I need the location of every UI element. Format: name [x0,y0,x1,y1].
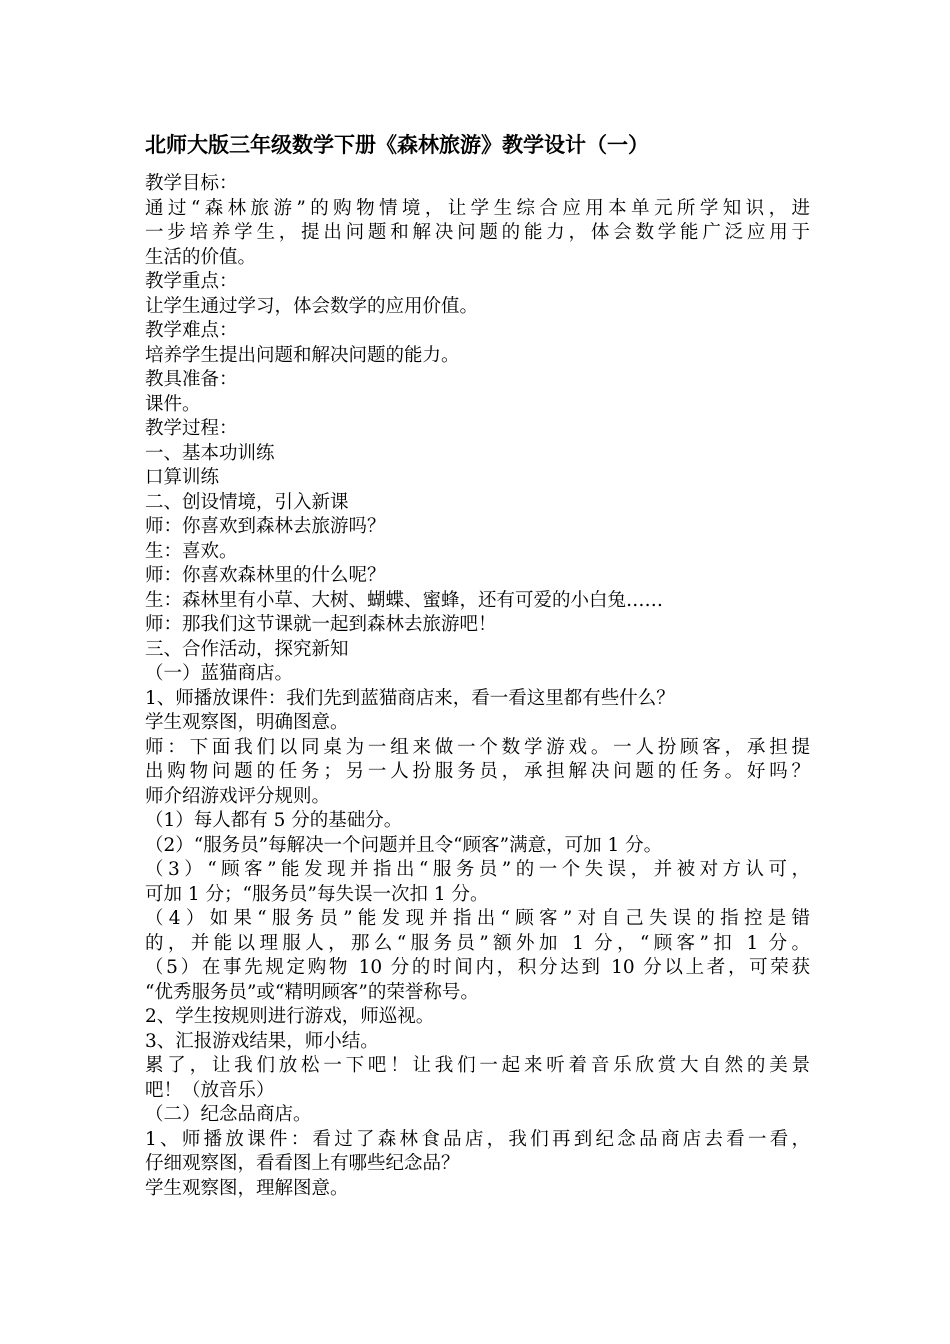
body-line: 教学过程： [145,418,238,439]
body-line: 生活的价值。 [145,246,257,268]
body-line: 出购物问题的任务；另一人扮服务员，承担解决问题的任务。好吗？ [145,761,810,782]
body-line: 学生观察图，明确图意。 [145,712,349,733]
body-line: （4）如果“服务员”能发现并指出“顾客”对自己失误的指控是错 [145,908,810,929]
body-line: 一、基本功训练 [145,442,275,464]
body-line: 学生观察图，理解图意。 [145,1177,349,1199]
body-line: 累了，让我们放松一下吧！让我们一起来听着音乐欣赏大自然的美景 [145,1055,810,1076]
body-line: （一）蓝猫商店。 [145,663,294,684]
body-line: 培养学生提出问题和解决问题的能力。 [145,344,460,366]
body-line: 教学目标： [145,173,238,194]
body-line: 仔细观察图，看看图上有哪些纪念品？ [145,1153,460,1174]
body-line: （2）“服务员”每解决一个问题并且令“顾客”满意，可加 1 分。 [145,834,663,856]
body-line: 师：下面我们以同桌为一组来做一个数学游戏。一人扮顾客，承担提 [145,736,810,758]
body-line: （5）在事先规定购物 10 分的时间内，积分达到 10 分以上者，可荣获 [145,957,810,978]
body-line: 生：喜欢。 [145,540,238,562]
document-body [145,172,810,1201]
body-line: 1、师播放课件：我们先到蓝猫商店来，看一看这里都有些什么？ [145,687,675,709]
body-line: 师：那我们这节课就一起到森林去旅游吧！ [145,614,497,635]
body-line: 通过“森林旅游”的购物情境，让学生综合应用本单元所学知识，进 [145,197,810,219]
body-line: 1、师播放课件：看过了森林食品店，我们再到纪念品商店去看一看， [145,1128,810,1150]
body-line: （二）纪念品商店。 [145,1104,312,1125]
body-line: 2、学生按规则进行游戏，师巡视。 [145,1006,435,1027]
body-line: 的，并能以理服人，那么“服务员”额外加 1 分，“顾客”扣 1 分。 [145,932,810,954]
body-line: 教学难点： [145,320,238,341]
body-line: （1）每人都有 5 分的基础分。 [145,810,403,831]
document-title: 北师大版三年级数学下册《森林旅游》教学设计（一） [145,133,649,157]
body-line: “优秀服务员”或“精明顾客”的荣誉称号。 [145,981,479,1003]
body-line: 师：你喜欢森林里的什么呢？ [145,565,386,586]
body-line: 可加 1 分；“服务员”每失误一次扣 1 分。 [145,883,489,905]
body-line: 生：森林里有小草、大树、蝴蝶、蜜蜂，还有可爱的小白兔…… [145,589,664,611]
body-line: 3、汇报游戏结果，师小结。 [145,1030,379,1052]
body-line: 二、创设情境，引入新课 [145,491,349,513]
body-line: 让学生通过学习，体会数学的应用价值。 [145,295,479,317]
body-line: 课件。 [145,393,201,415]
body-line: 师：你喜欢到森林去旅游吗？ [145,516,386,537]
body-line: 三、合作活动，探究新知 [145,638,349,660]
body-line: 教学重点： [145,271,238,292]
body-line: 教具准备： [145,369,238,390]
body-line: 一步培养学生，提出问题和解决问题的能力，体会数学能广泛应用于 [145,222,810,243]
body-line: 口算训练 [145,467,220,488]
body-line: （3）“顾客”能发现并指出“服务员”的一个失误，并被对方认可， [145,859,810,880]
body-line: 师介绍游戏评分规则。 [145,785,331,807]
body-line: 吧！（放音乐） [145,1079,275,1101]
